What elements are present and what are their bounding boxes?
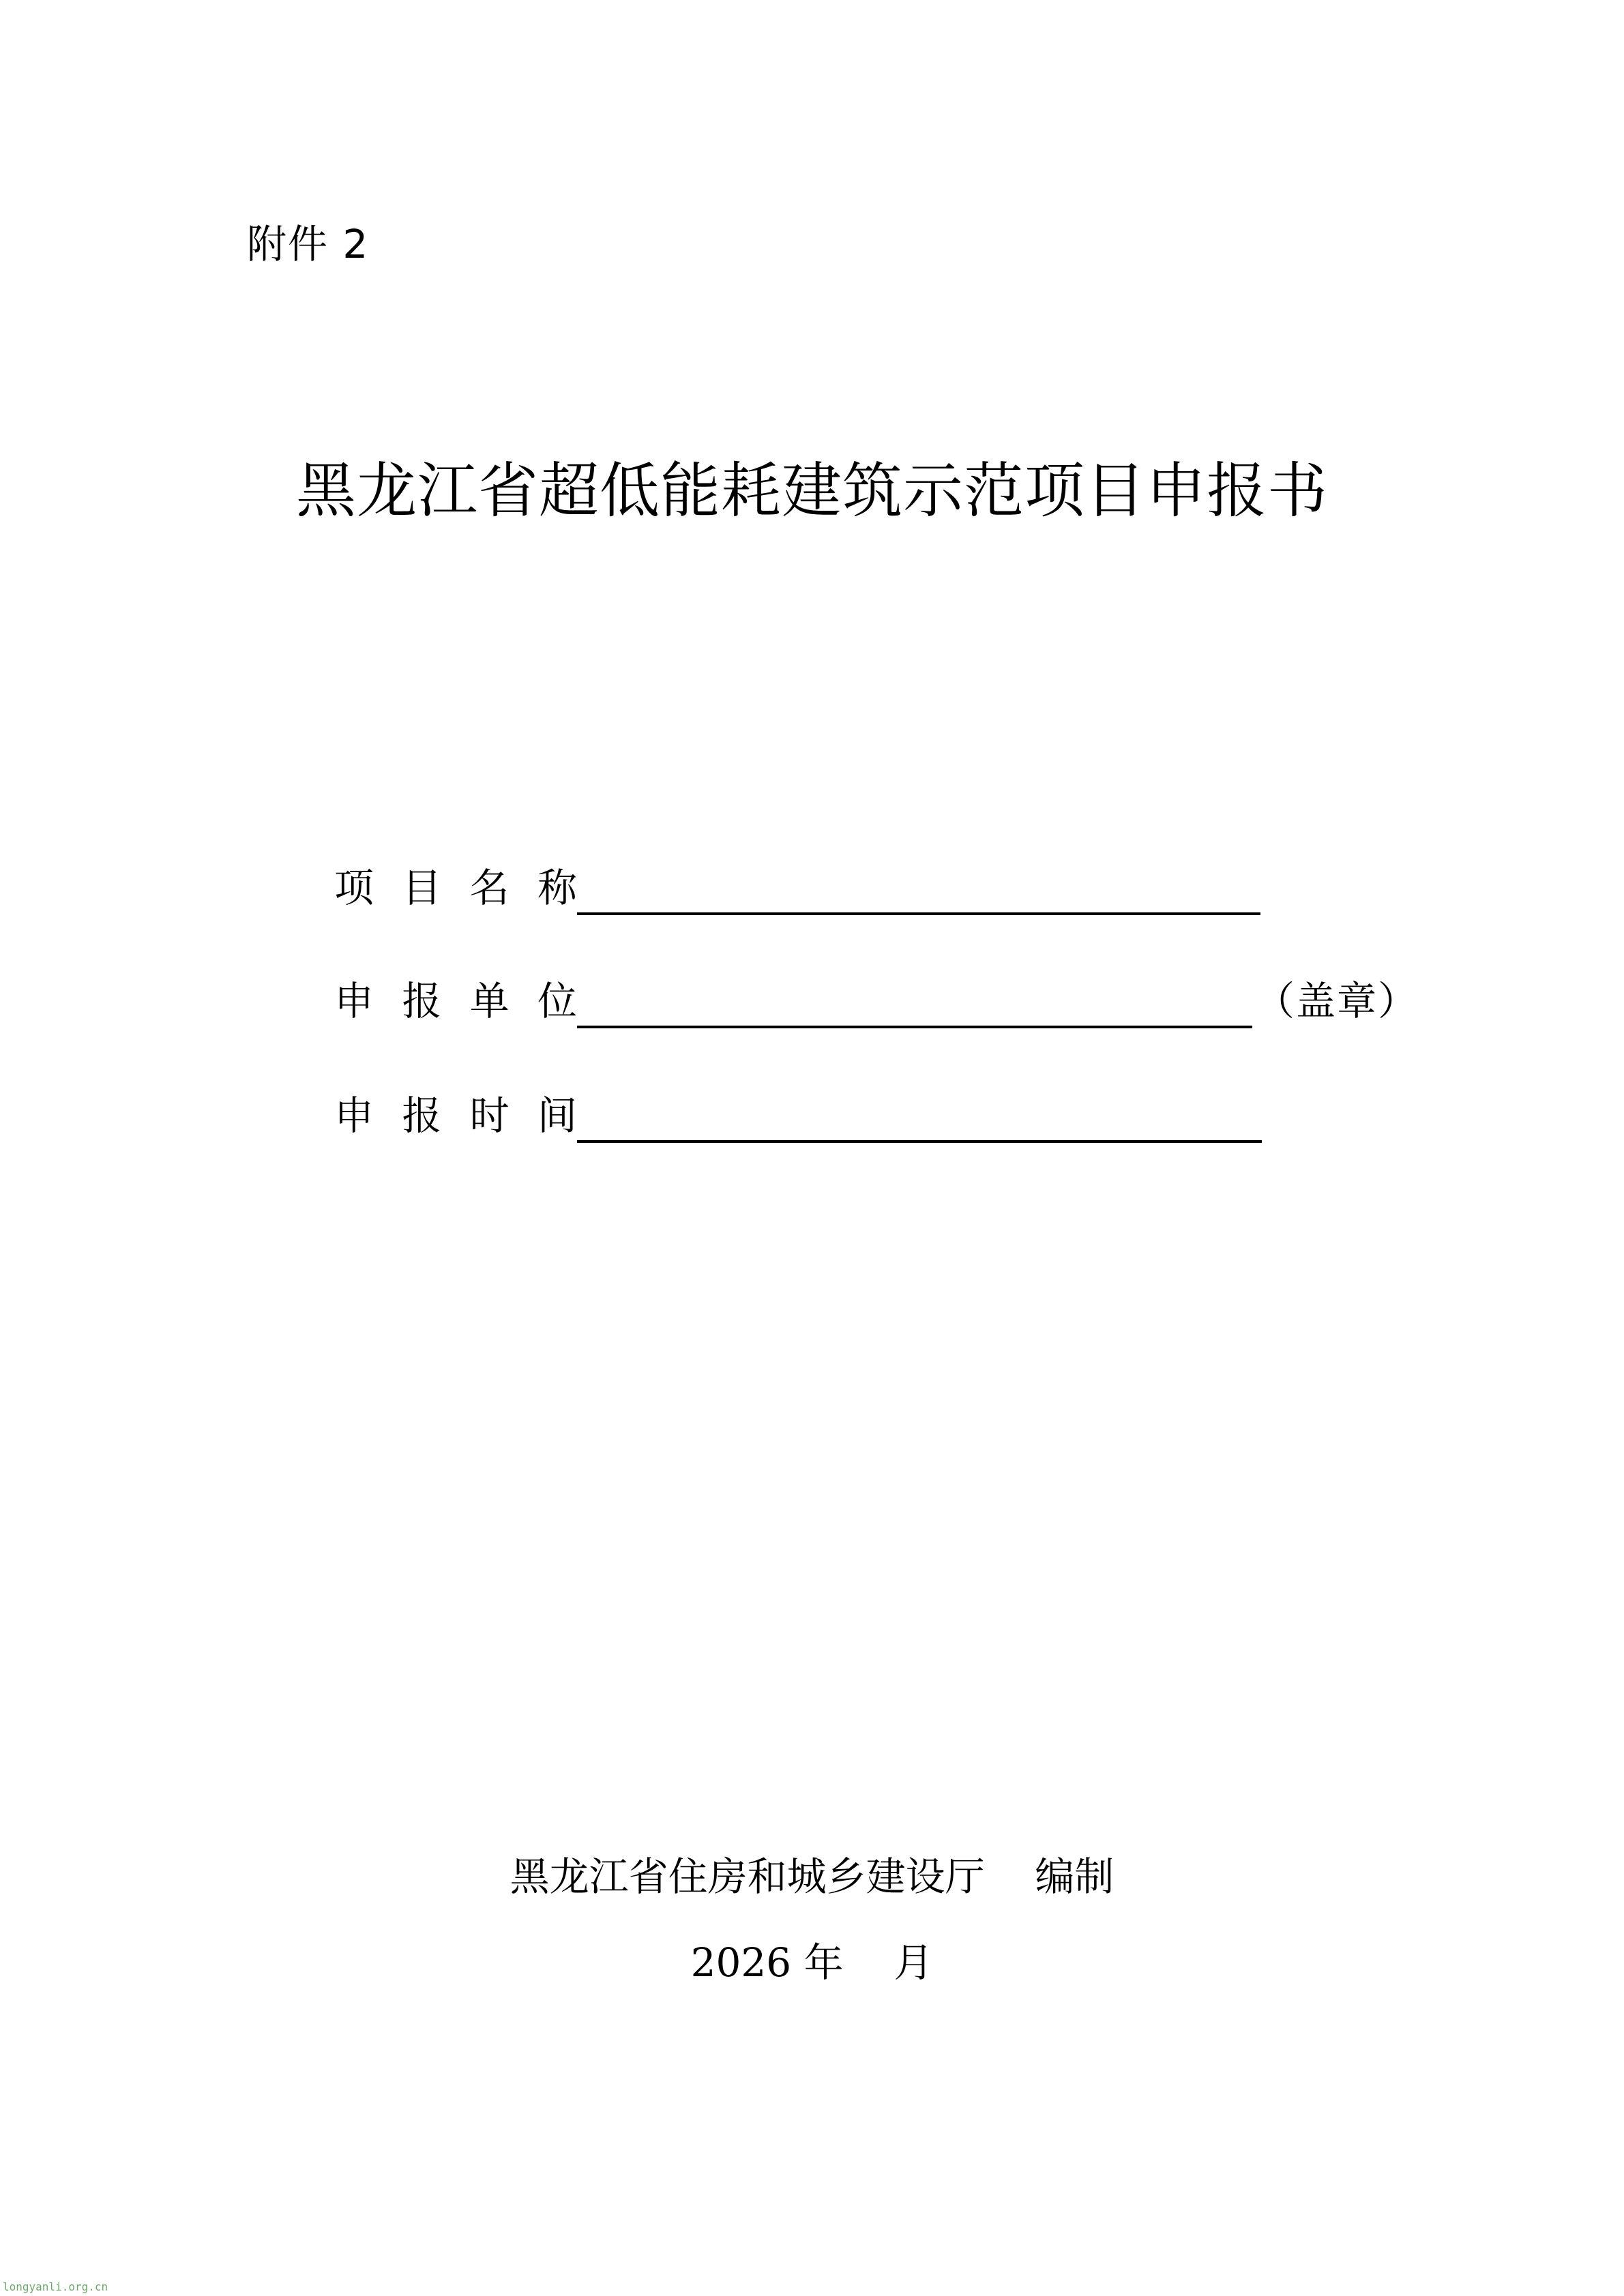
label-char: 申 xyxy=(334,978,374,1024)
label-char: 申 xyxy=(334,1092,374,1139)
field-label-project-name xyxy=(334,861,577,919)
attachment-label: 附件 2 xyxy=(247,221,370,267)
field-label-application-time xyxy=(334,1088,577,1147)
label-char: 项 xyxy=(334,865,374,911)
label-char: 时 xyxy=(469,1092,510,1139)
field-applicant-unit xyxy=(334,964,1419,1032)
field-label-applicant-unit xyxy=(334,974,577,1032)
project-name-fill-line[interactable] xyxy=(577,912,1260,915)
label-char: 称 xyxy=(537,865,577,911)
document-title: 黑龙江省超低能耗建筑示范项目申报书 xyxy=(295,456,1328,526)
compile-date: 2026 年 月 xyxy=(690,1939,934,1986)
label-char: 位 xyxy=(537,978,577,1024)
label-char: 报 xyxy=(402,978,442,1024)
label-char: 间 xyxy=(537,1092,577,1139)
applicant-unit-fill-line[interactable] xyxy=(577,1026,1252,1028)
label-char: 报 xyxy=(402,1092,442,1139)
watermark: longyanli.org.cn xyxy=(3,2280,108,2293)
label-char: 名 xyxy=(469,865,510,911)
compiling-organization: 黑龙江省住房和城乡建设厅 编制 xyxy=(510,1853,1114,1900)
label-char: 目 xyxy=(402,865,442,911)
field-application-time xyxy=(334,1079,1262,1147)
application-time-fill-line[interactable] xyxy=(577,1140,1262,1143)
field-project-name xyxy=(334,851,1260,919)
seal-note: （盖章） xyxy=(1255,978,1419,1024)
label-char: 单 xyxy=(469,978,510,1024)
